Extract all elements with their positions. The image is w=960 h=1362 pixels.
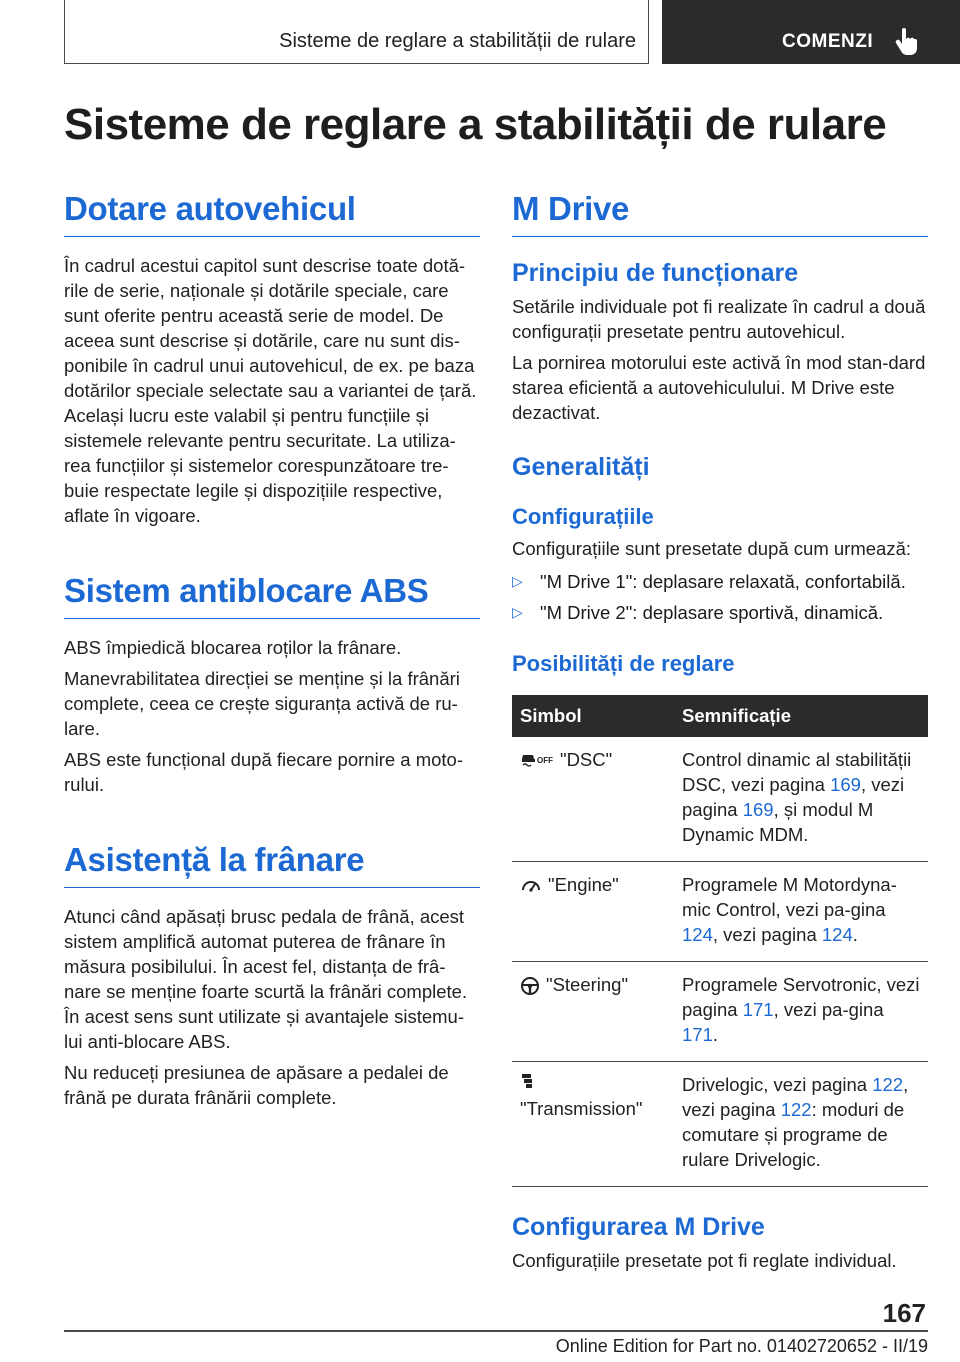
header-chapter-box xyxy=(64,0,649,64)
table-row xyxy=(512,862,928,962)
paragraph-configuratii-intro: Configurațiile sunt presetate după cum urmează: xyxy=(512,538,911,559)
meaning-cell: Control dinamic al stabilității DSC, vezi pagina 169, vezi pagina 169, și modul M Dynamic MDM. xyxy=(674,737,928,862)
page-link[interactable]: 171 xyxy=(682,1024,713,1045)
steering-wheel-icon xyxy=(520,976,540,996)
heading-configurarea: Configurarea M Drive xyxy=(512,1213,765,1241)
table-header-row xyxy=(512,695,928,737)
page-link[interactable]: 122 xyxy=(872,1074,904,1095)
column-header-symbol: Simbol xyxy=(512,695,674,737)
table-row xyxy=(512,737,928,862)
paragraph-asistenta-1: Atunci când apăsați brusc pedala de frână, acest sistem amplifică automat puterea de frânare în măsura posibilului. În acest fel, distanța de frâ-nare se menține foarte scurtă la frânări complete. În acest sens sunt utilizate și avantajele sistemu-lui anti-blocare ABS. xyxy=(64,906,468,1052)
settings-table xyxy=(512,695,928,1187)
page-link[interactable]: 124 xyxy=(682,924,713,945)
paragraph-asistenta-2: Nu reduceți presiunea de apăsare a pedalei de frână pe durata frânării complete. xyxy=(64,1062,449,1108)
heading-configuratiile: Configurațiile xyxy=(512,504,654,529)
meaning-cell: Programele Servotronic, vezi pagina 171, vezi pa-gina 171. xyxy=(674,962,928,1062)
left-column xyxy=(64,190,480,1110)
paragraph-abs-1: ABS împiedică blocarea roților la frânare. xyxy=(64,637,402,658)
triangle-bullet-icon: ▷ xyxy=(512,604,523,620)
table-row xyxy=(512,1062,928,1187)
heading-generalitati: Generalități xyxy=(512,453,650,481)
config-list xyxy=(512,569,928,625)
header-section-tab[interactable] xyxy=(662,0,960,64)
heading-posibilitati: Posibilități de reglare xyxy=(512,651,735,676)
meaning-cell: Programele M Motordyna-mic Control, vezi pa-gina 124, vezi pagina 124. xyxy=(674,862,928,962)
heading-abs: Sistem antiblocare ABS xyxy=(64,572,480,619)
page-number: 167 xyxy=(882,1298,926,1328)
paragraph-configurarea: Configurațiile presetate pot fi reglate individual. xyxy=(512,1250,897,1271)
heading-principiu: Principiu de funcționare xyxy=(512,259,799,287)
symbol-cell: "Transmission" xyxy=(512,1062,674,1187)
hand-pointer-icon xyxy=(894,26,920,56)
paragraph-principiu-2: La pornirea motorului este activă în mod stan-dard starea eficientă a autovehiculului. M Drive este dezactivat. xyxy=(512,352,926,423)
list-item: ▷ "M Drive 2": deplasare sportivă, dinamică. xyxy=(512,602,884,623)
column-header-meaning: Semnificație xyxy=(674,695,928,737)
page-link[interactable]: 169 xyxy=(742,799,774,820)
section-tab-label: COMENZI xyxy=(782,31,874,52)
header-chapter-title: Sisteme de reglare a stabilității de rulare xyxy=(279,30,636,52)
right-column xyxy=(512,190,928,1273)
footer-edition: Online Edition for Part no. 01402720652 - II/19 xyxy=(555,1336,928,1356)
page-title: Sisteme de reglare a stabilității de rulare xyxy=(64,100,887,149)
paragraph-principiu-1: Setările individuale pot fi realizate în cadrul a două configurații presetate pentru autovehicul. xyxy=(512,296,926,342)
engine-icon xyxy=(520,876,542,896)
symbol-cell: "Steering" xyxy=(512,962,674,1062)
svg-text:OFF: OFF xyxy=(537,756,553,766)
heading-asistenta: Asistență la frânare xyxy=(64,841,480,888)
symbol-cell: OFF "DSC" xyxy=(512,737,674,862)
table-row xyxy=(512,962,928,1062)
table-bottom-rule xyxy=(512,1186,928,1187)
dsc-off-icon xyxy=(520,752,554,770)
heading-dotare: Dotare autovehicul xyxy=(64,190,480,237)
footer-rule xyxy=(64,1330,928,1332)
heading-m-drive: M Drive xyxy=(512,190,928,237)
triangle-bullet-icon: ▷ xyxy=(512,573,523,589)
paragraph-abs-2: Manevrabilitatea direcției se menține și la frânări complete, ceea ce crește siguranța activă de ru-lare. xyxy=(64,668,460,739)
page-link[interactable]: 171 xyxy=(742,999,774,1020)
list-item: ▷ "M Drive 1": deplasare relaxată, confortabilă. xyxy=(512,571,906,592)
page-link[interactable]: 169 xyxy=(830,774,861,795)
paragraph-dotare: În cadrul acestui capitol sunt descrise toate dotă-rile de serie, naționale și dotările speciale, care sunt oferite pentru această serie de model. De aceea sunt descrise și dotările, care nu sunt dis-ponibile în cadrul unui autovehicul, de ex. pe baza dotărilor speciale selectate sau a variantei de țară. Același lucru este valabil și pentru funcțiile și sistemele relevante pentru securitate. La utiliza-rea funcțiilor și sistemelor corespunzătoare tre-buie respectate legile și dispozițiile respective, aflate în vigoare. xyxy=(64,255,477,526)
paragraph-abs-3: ABS este funcțional după fiecare pornire a moto-rului. xyxy=(64,749,464,795)
transmission-icon xyxy=(520,1072,534,1092)
meaning-cell: Drivelogic, vezi pagina 122, vezi pagina 122: moduri de comutare și programe de rulare Drivelogic. xyxy=(674,1062,928,1187)
page-link[interactable]: 122 xyxy=(780,1099,812,1120)
symbol-cell: "Engine" xyxy=(512,862,674,962)
page-link[interactable]: 124 xyxy=(821,924,853,945)
